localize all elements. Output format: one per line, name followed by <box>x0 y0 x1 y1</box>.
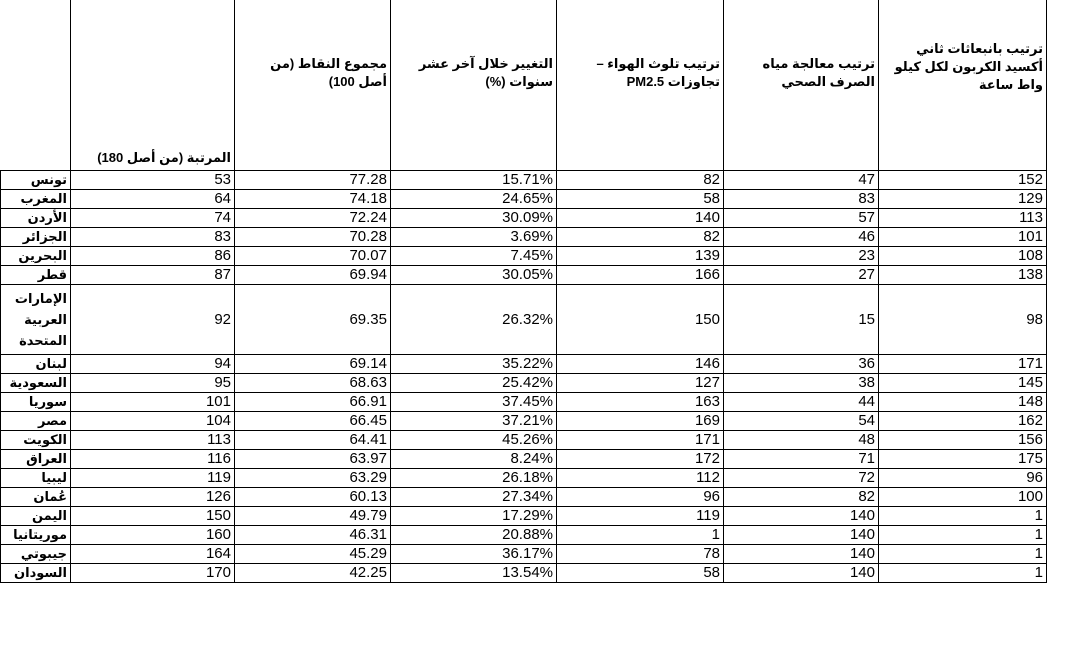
cell-total: 68.63 <box>235 373 391 392</box>
cell-co2: 108 <box>879 246 1047 265</box>
cell-total: 64.41 <box>235 430 391 449</box>
cell-country: ليبيا <box>1 468 71 487</box>
cell-total: 60.13 <box>235 487 391 506</box>
cell-co2: 156 <box>879 430 1047 449</box>
cell-water: 46 <box>724 227 879 246</box>
cell-rank: 87 <box>71 265 235 284</box>
cell-air: 1 <box>557 525 724 544</box>
cell-change: 30.05% <box>391 265 557 284</box>
cell-water: 48 <box>724 430 879 449</box>
table-row <box>1 506 1047 525</box>
cell-co2: 162 <box>879 411 1047 430</box>
cell-change: 27.34% <box>391 487 557 506</box>
table-body <box>1 170 1047 582</box>
cell-air: 169 <box>557 411 724 430</box>
cell-air: 140 <box>557 208 724 227</box>
cell-country: قطر <box>1 265 71 284</box>
cell-air: 146 <box>557 354 724 373</box>
cell-co2: 1 <box>879 506 1047 525</box>
cell-change: 13.54% <box>391 563 557 582</box>
cell-water: 27 <box>724 265 879 284</box>
cell-co2: 101 <box>879 227 1047 246</box>
cell-country: لبنان <box>1 354 71 373</box>
cell-change: 8.24% <box>391 449 557 468</box>
table-row <box>1 449 1047 468</box>
cell-water: 57 <box>724 208 879 227</box>
cell-change: 30.09% <box>391 208 557 227</box>
cell-co2: 1 <box>879 563 1047 582</box>
cell-co2: 129 <box>879 189 1047 208</box>
cell-rank: 104 <box>71 411 235 430</box>
cell-rank: 113 <box>71 430 235 449</box>
cell-country: اليمن <box>1 506 71 525</box>
header-row <box>1 0 1047 170</box>
header-total: مجموع النقاط (من أصل 100) <box>235 0 391 170</box>
cell-co2: 148 <box>879 392 1047 411</box>
cell-air: 58 <box>557 563 724 582</box>
cell-country: الإمارات العربية المتحدة <box>1 284 71 354</box>
table-row <box>1 392 1047 411</box>
cell-rank: 164 <box>71 544 235 563</box>
cell-rank: 86 <box>71 246 235 265</box>
cell-air: 78 <box>557 544 724 563</box>
cell-country: الأردن <box>1 208 71 227</box>
cell-co2: 138 <box>879 265 1047 284</box>
cell-rank: 92 <box>71 284 235 354</box>
cell-water: 72 <box>724 468 879 487</box>
header-country <box>1 0 71 170</box>
cell-total: 69.94 <box>235 265 391 284</box>
cell-country: جيبوتي <box>1 544 71 563</box>
table-row <box>1 430 1047 449</box>
cell-rank: 119 <box>71 468 235 487</box>
cell-total: 45.29 <box>235 544 391 563</box>
cell-total: 69.35 <box>235 284 391 354</box>
table-row <box>1 246 1047 265</box>
cell-country: السعودية <box>1 373 71 392</box>
cell-change: 37.45% <box>391 392 557 411</box>
cell-rank: 83 <box>71 227 235 246</box>
cell-rank: 101 <box>71 392 235 411</box>
cell-change: 45.26% <box>391 430 557 449</box>
cell-water: 44 <box>724 392 879 411</box>
cell-total: 69.14 <box>235 354 391 373</box>
cell-air: 96 <box>557 487 724 506</box>
cell-rank: 95 <box>71 373 235 392</box>
cell-change: 25.42% <box>391 373 557 392</box>
cell-water: 82 <box>724 487 879 506</box>
table-row <box>1 411 1047 430</box>
header-air: ترتيب تلوث الهواء – تجاوزات PM2.5 <box>557 0 724 170</box>
cell-change: 17.29% <box>391 506 557 525</box>
cell-change: 7.45% <box>391 246 557 265</box>
cell-co2: 152 <box>879 170 1047 189</box>
cell-air: 163 <box>557 392 724 411</box>
cell-co2: 96 <box>879 468 1047 487</box>
cell-co2: 1 <box>879 544 1047 563</box>
cell-rank: 116 <box>71 449 235 468</box>
header-change: التغيير خلال آخر عشر سنوات (%) <box>391 0 557 170</box>
cell-country: البحرين <box>1 246 71 265</box>
cell-co2: 100 <box>879 487 1047 506</box>
table-row <box>1 208 1047 227</box>
cell-co2: 171 <box>879 354 1047 373</box>
cell-water: 38 <box>724 373 879 392</box>
cell-water: 54 <box>724 411 879 430</box>
table-row <box>1 525 1047 544</box>
cell-change: 15.71% <box>391 170 557 189</box>
cell-total: 70.07 <box>235 246 391 265</box>
cell-total: 63.29 <box>235 468 391 487</box>
cell-rank: 170 <box>71 563 235 582</box>
cell-change: 35.22% <box>391 354 557 373</box>
header-water: ترتيب معالجة مياه الصرف الصحي <box>724 0 879 170</box>
cell-total: 72.24 <box>235 208 391 227</box>
cell-change: 37.21% <box>391 411 557 430</box>
cell-country: المغرب <box>1 189 71 208</box>
cell-water: 140 <box>724 563 879 582</box>
cell-water: 140 <box>724 544 879 563</box>
cell-country: العراق <box>1 449 71 468</box>
cell-total: 74.18 <box>235 189 391 208</box>
cell-water: 71 <box>724 449 879 468</box>
cell-country: موريتانيا <box>1 525 71 544</box>
cell-co2: 145 <box>879 373 1047 392</box>
cell-rank: 160 <box>71 525 235 544</box>
table-row <box>1 468 1047 487</box>
cell-rank: 64 <box>71 189 235 208</box>
table-row <box>1 487 1047 506</box>
cell-country: عُمان <box>1 487 71 506</box>
cell-total: 70.28 <box>235 227 391 246</box>
table-row <box>1 544 1047 563</box>
cell-co2: 113 <box>879 208 1047 227</box>
header-rank: المرتبة (من أصل 180) <box>71 0 235 170</box>
cell-rank: 150 <box>71 506 235 525</box>
cell-country: تونس <box>1 170 71 189</box>
cell-air: 112 <box>557 468 724 487</box>
cell-air: 58 <box>557 189 724 208</box>
cell-total: 46.31 <box>235 525 391 544</box>
cell-air: 172 <box>557 449 724 468</box>
table-row <box>1 265 1047 284</box>
cell-country: السودان <box>1 563 71 582</box>
table-row <box>1 373 1047 392</box>
cell-co2: 1 <box>879 525 1047 544</box>
cell-change: 26.32% <box>391 284 557 354</box>
cell-country: سوريا <box>1 392 71 411</box>
cell-water: 47 <box>724 170 879 189</box>
cell-country: الجزائر <box>1 227 71 246</box>
cell-total: 66.91 <box>235 392 391 411</box>
cell-air: 119 <box>557 506 724 525</box>
cell-total: 66.45 <box>235 411 391 430</box>
cell-country: مصر <box>1 411 71 430</box>
cell-air: 82 <box>557 170 724 189</box>
cell-water: 83 <box>724 189 879 208</box>
cell-water: 15 <box>724 284 879 354</box>
cell-air: 166 <box>557 265 724 284</box>
table-row <box>1 227 1047 246</box>
cell-rank: 126 <box>71 487 235 506</box>
table-header <box>1 0 1047 170</box>
cell-country: الكويت <box>1 430 71 449</box>
cell-co2: 98 <box>879 284 1047 354</box>
cell-air: 127 <box>557 373 724 392</box>
cell-total: 63.97 <box>235 449 391 468</box>
cell-change: 26.18% <box>391 468 557 487</box>
cell-rank: 74 <box>71 208 235 227</box>
table-row <box>1 354 1047 373</box>
cell-co2: 175 <box>879 449 1047 468</box>
cell-total: 49.79 <box>235 506 391 525</box>
cell-air: 82 <box>557 227 724 246</box>
cell-air: 150 <box>557 284 724 354</box>
cell-total: 77.28 <box>235 170 391 189</box>
cell-change: 20.88% <box>391 525 557 544</box>
cell-water: 23 <box>724 246 879 265</box>
cell-air: 171 <box>557 430 724 449</box>
table-row <box>1 563 1047 582</box>
cell-change: 3.69% <box>391 227 557 246</box>
cell-water: 140 <box>724 506 879 525</box>
table-row <box>1 189 1047 208</box>
table-row <box>1 170 1047 189</box>
cell-air: 139 <box>557 246 724 265</box>
header-co2: ترتيب بانبعاثات ثاني أكسيد الكربون لكل كيلو واط ساعة <box>879 0 1047 170</box>
cell-change: 24.65% <box>391 189 557 208</box>
table-row <box>1 284 1047 354</box>
cell-change: 36.17% <box>391 544 557 563</box>
cell-water: 36 <box>724 354 879 373</box>
cell-water: 140 <box>724 525 879 544</box>
cell-rank: 94 <box>71 354 235 373</box>
cell-total: 42.25 <box>235 563 391 582</box>
cell-rank: 53 <box>71 170 235 189</box>
